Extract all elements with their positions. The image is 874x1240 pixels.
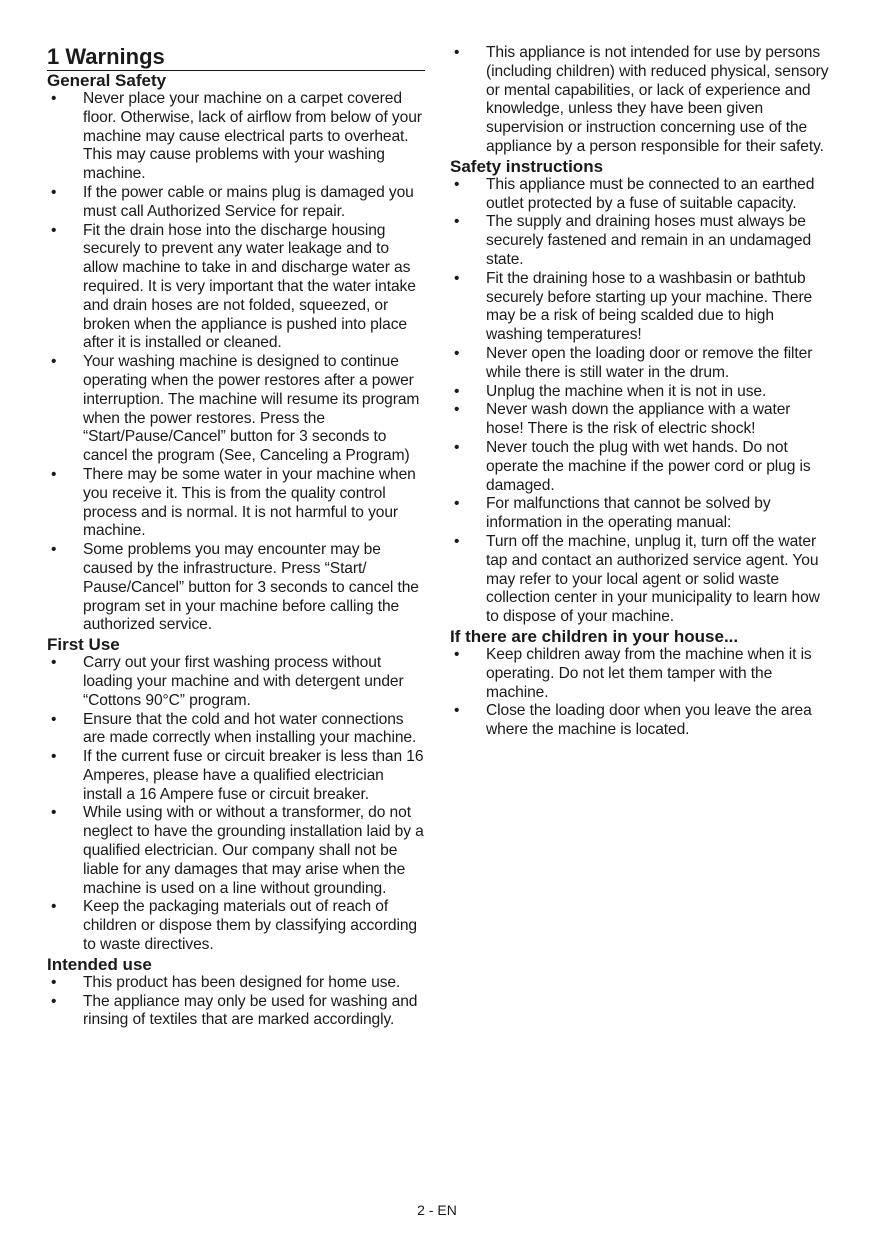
list-item: • Carry out your first washing process without loading your machine and with detergent under “Cottons 90°C” program. bbox=[47, 654, 425, 710]
list-item: • Keep the packaging materials out of reach of children or dispose them by classifying according to waste directives. bbox=[47, 898, 425, 954]
children-list bbox=[450, 646, 832, 740]
left-column bbox=[47, 44, 425, 1030]
list-item: • Your washing machine is designed to continue operating when the power restores after a power interruption. The machine will resume its program when the power restores. Press the “Start/Pause/Cancel” button for 3 seconds to cancel the program (See, Canceling a Program) bbox=[47, 353, 425, 466]
intro-list bbox=[450, 44, 832, 157]
list-item: • While using with or without a transformer, do not neglect to have the grounding installation laid by a qualified electrician. Our company shall not be liable for any damages that may arise when the machine is used on a line without grounding. bbox=[47, 804, 425, 898]
section-heading-first-use: First Use bbox=[47, 635, 120, 655]
page-title: 1 Warnings bbox=[47, 44, 425, 71]
list-item: • This product has been designed for home use. bbox=[47, 974, 425, 993]
list-item: • Never wash down the appliance with a water hose! There is the risk of electric shock! bbox=[450, 401, 832, 439]
section-heading-intended-use: Intended use bbox=[47, 954, 152, 974]
list-item: • If the power cable or mains plug is damaged you must call Authorized Service for repair. bbox=[47, 184, 425, 222]
intended-use-list bbox=[47, 974, 425, 1030]
safety-instructions-list bbox=[450, 176, 832, 627]
list-item: • There may be some water in your machine when you receive it. This is from the quality control process and is normal. It is not harmful to your machine. bbox=[47, 466, 425, 541]
list-item: • Keep children away from the machine when it is operating. Do not let them tamper with the machine. bbox=[450, 646, 832, 702]
section-heading-general-safety: General Safety bbox=[47, 71, 167, 90]
list-item: • If the current fuse or circuit breaker is less than 16 Amperes, please have a qualified electrician install a 16 Ampere fuse or circuit breaker. bbox=[47, 748, 425, 804]
list-item: • This appliance is not intended for use by persons (including children) with reduced physical, sensory or mental capabilities, or lack of experience and knowledge, unless they have been given supervision or instruction concerning use of the appliance by a person responsible for their safety. bbox=[450, 44, 832, 157]
list-item: • Some problems you may encounter may be caused by the infrastructure. Press “Start/ Pause/Cancel” button for 3 seconds to cancel the program set in your machine before calling the authorized service. bbox=[47, 541, 425, 635]
page-number: 2 - EN bbox=[417, 1202, 457, 1218]
first-use-list bbox=[47, 654, 425, 955]
list-item: • For malfunctions that cannot be solved by information in the operating manual: bbox=[450, 495, 832, 533]
section-heading-safety-instructions: Safety instructions bbox=[450, 156, 604, 176]
list-item: • Fit the drain hose into the discharge housing securely to prevent any water leakage and to allow machine to take in and discharge water as required. It is very important that the water intake and drain hoses are not folded, squeezed, or broken when the appliance is pushed into place after it is installed or cleaned. bbox=[47, 222, 425, 354]
list-item: • Ensure that the cold and hot water connections are made correctly when installing your machine. bbox=[47, 711, 425, 749]
list-item: • Never place your machine on a carpet covered floor. Otherwise, lack of airflow from below of your machine may cause electrical parts to overheat. This may cause problems with your washing machine. bbox=[47, 90, 425, 184]
list-item: • Never open the loading door or remove the filter while there is still water in the drum. bbox=[450, 345, 832, 383]
list-item: • Turn off the machine, unplug it, turn off the water tap and contact an authorized service agent. You may refer to your local agent or solid waste collection center in your municipality to learn how to dispose of your machine. bbox=[450, 533, 832, 627]
list-item: • The appliance may only be used for washing and rinsing of textiles that are marked accordingly. bbox=[47, 993, 425, 1031]
right-column bbox=[450, 44, 832, 740]
list-item: • Never touch the plug with wet hands. Do not operate the machine if the power cord or plug is damaged. bbox=[450, 439, 832, 495]
list-item: • Fit the draining hose to a washbasin or bathtub securely before starting up your machine. There may be a risk of being scalded due to high washing temperatures! bbox=[450, 270, 832, 345]
list-item: • The supply and draining hoses must always be securely fastened and remain in an undamaged state. bbox=[450, 213, 832, 269]
list-item: • Close the loading door when you leave the area where the machine is located. bbox=[450, 702, 832, 740]
general-safety-list bbox=[47, 90, 425, 635]
list-item: • This appliance must be connected to an earthed outlet protected by a fuse of suitable capacity. bbox=[450, 176, 832, 214]
list-item: • Unplug the machine when it is not in use. bbox=[450, 383, 832, 402]
section-heading-children: If there are children in your house... bbox=[450, 626, 739, 646]
